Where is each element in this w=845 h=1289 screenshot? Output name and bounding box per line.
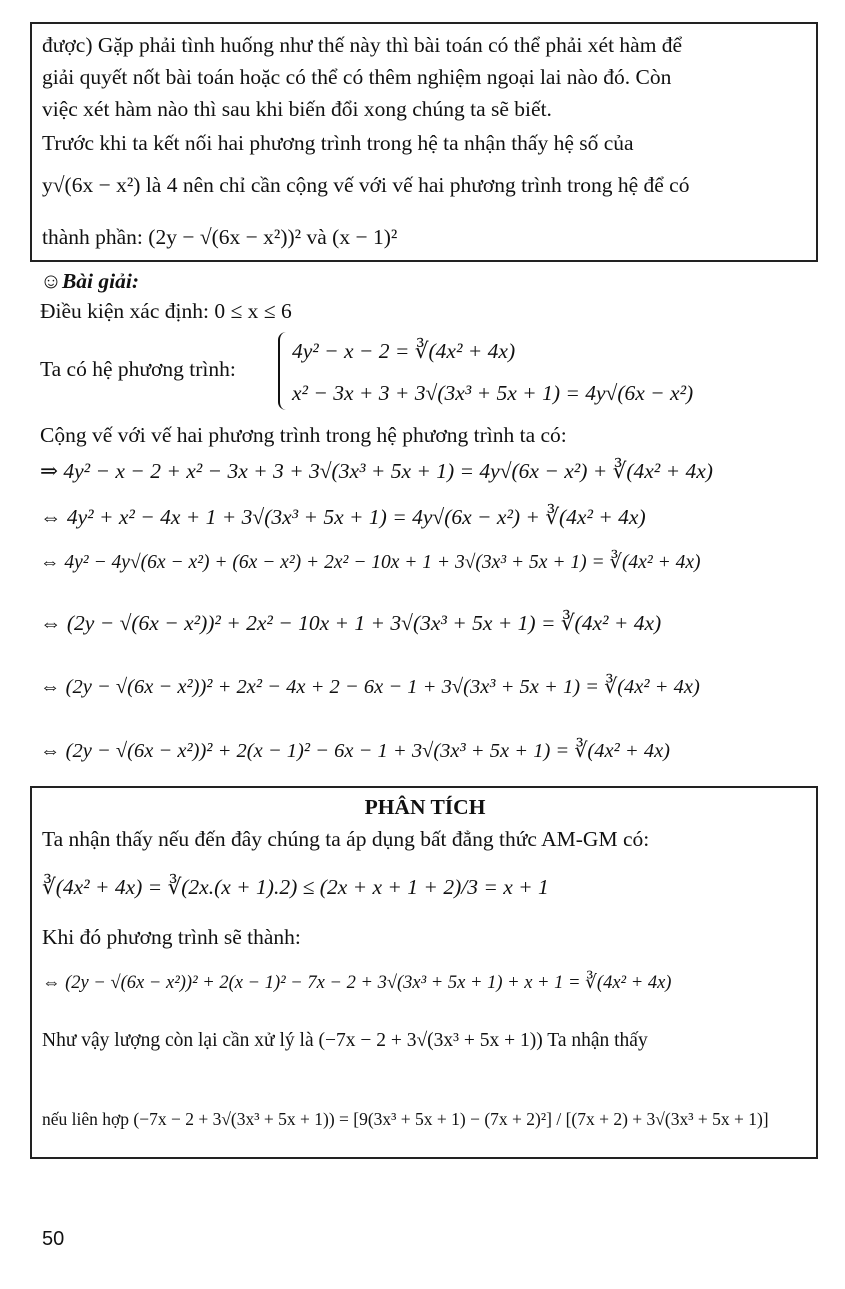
box1-line-6: thành phần: (2y − √(6x − x²))² và (x − 1)²	[42, 225, 398, 249]
add-text: Cộng vế với vế hai phương trình trong hệ phương trình ta có:	[40, 423, 567, 447]
system-equation-2: x² − 3x + 3 + 3√(3x³ + 5x + 1) = 4y√(6x − x²)	[292, 381, 694, 405]
system-brace	[278, 332, 290, 410]
analysis-line-4: nếu liên hợp (−7x − 2 + 3√(3x³ + 5x + 1)) = [9(3x³ + 5x + 1) − (7x + 2)²] / [(7x + 2) + 3√(3x³ + 5x + 1)]	[42, 1109, 769, 1129]
analysis-title: PHÂN TÍCH	[364, 795, 486, 819]
box1-line-5: y√(6x − x²) là 4 nên chỉ cần cộng vế với vế hai phương trình trong hệ để có	[42, 173, 690, 197]
box1-line-2: giải quyết nốt bài toán hoặc có thể có thêm nghiệm ngoại lai nào đó. Còn	[42, 65, 672, 89]
analysis-line-2: Khi đó phương trình sẽ thành:	[42, 925, 301, 949]
system-equation-1: 4y² − x − 2 = ∛(4x² + 4x)	[292, 339, 516, 363]
explanation-box	[30, 22, 818, 262]
condition-text: Điều kiện xác định: 0 ≤ x ≤ 6	[40, 299, 292, 323]
page-number: 50	[42, 1228, 65, 1250]
step-5: ⇔ (2y − √(6x − x²))² + 2x² − 4x + 2 − 6x − 1 + 3√(3x³ + 5x + 1) = ∛(4x² + 4x)	[40, 676, 700, 698]
analysis-equation: ⇔ (2y − √(6x − x²))² + 2(x − 1)² − 7x − 2 + 3√(3x³ + 5x + 1) + x + 1 = ∛(4x² + 4x)	[42, 973, 672, 993]
step-1: ⇒ 4y² − x − 2 + x² − 3x + 3 + 3√(3x³ + 5x + 1) = 4y√(6x − x²) + ∛(4x² + 4x)	[40, 459, 713, 483]
analysis-box	[30, 786, 818, 1159]
solution-heading: ☺Bài giải:	[40, 269, 139, 293]
amgm-inequality: ∛(4x² + 4x) = ∛(2x.(x + 1).2) ≤ (2x + x + 1 + 2)/3 = x + 1	[42, 875, 549, 899]
box1-line-1: được) Gặp phải tình huống như thế này thì bài toán có thể phải xét hàm để	[42, 33, 683, 57]
analysis-line-3: Như vậy lượng còn lại cần xử lý là (−7x − 2 + 3√(3x³ + 5x + 1)) Ta nhận thấy	[42, 1030, 648, 1051]
box1-line-3: việc xét hàm nào thì sau khi biến đổi xong chúng ta sẽ biết.	[42, 97, 552, 121]
step-6: ⇔ (2y − √(6x − x²))² + 2(x − 1)² − 6x − 1 + 3√(3x³ + 5x + 1) = ∛(4x² + 4x)	[40, 740, 670, 762]
analysis-line-1: Ta nhận thấy nếu đến đây chúng ta áp dụng bất đẳng thức AM-GM có:	[42, 827, 650, 851]
step-2: ⇔ 4y² + x² − 4x + 1 + 3√(3x³ + 5x + 1) = 4y√(6x − x²) + ∛(4x² + 4x)	[40, 505, 646, 529]
step-4: ⇔ (2y − √(6x − x²))² + 2x² − 10x + 1 + 3√(3x³ + 5x + 1) = ∛(4x² + 4x)	[40, 611, 662, 635]
system-label: Ta có hệ phương trình:	[40, 357, 236, 381]
step-3: ⇔ 4y² − 4y√(6x − x²) + (6x − x²) + 2x² − 10x + 1 + 3√(3x³ + 5x + 1) = ∛(4x² + 4x)	[40, 552, 701, 573]
box1-line-4: Trước khi ta kết nối hai phương trình trong hệ ta nhận thấy hệ số của	[42, 131, 634, 155]
